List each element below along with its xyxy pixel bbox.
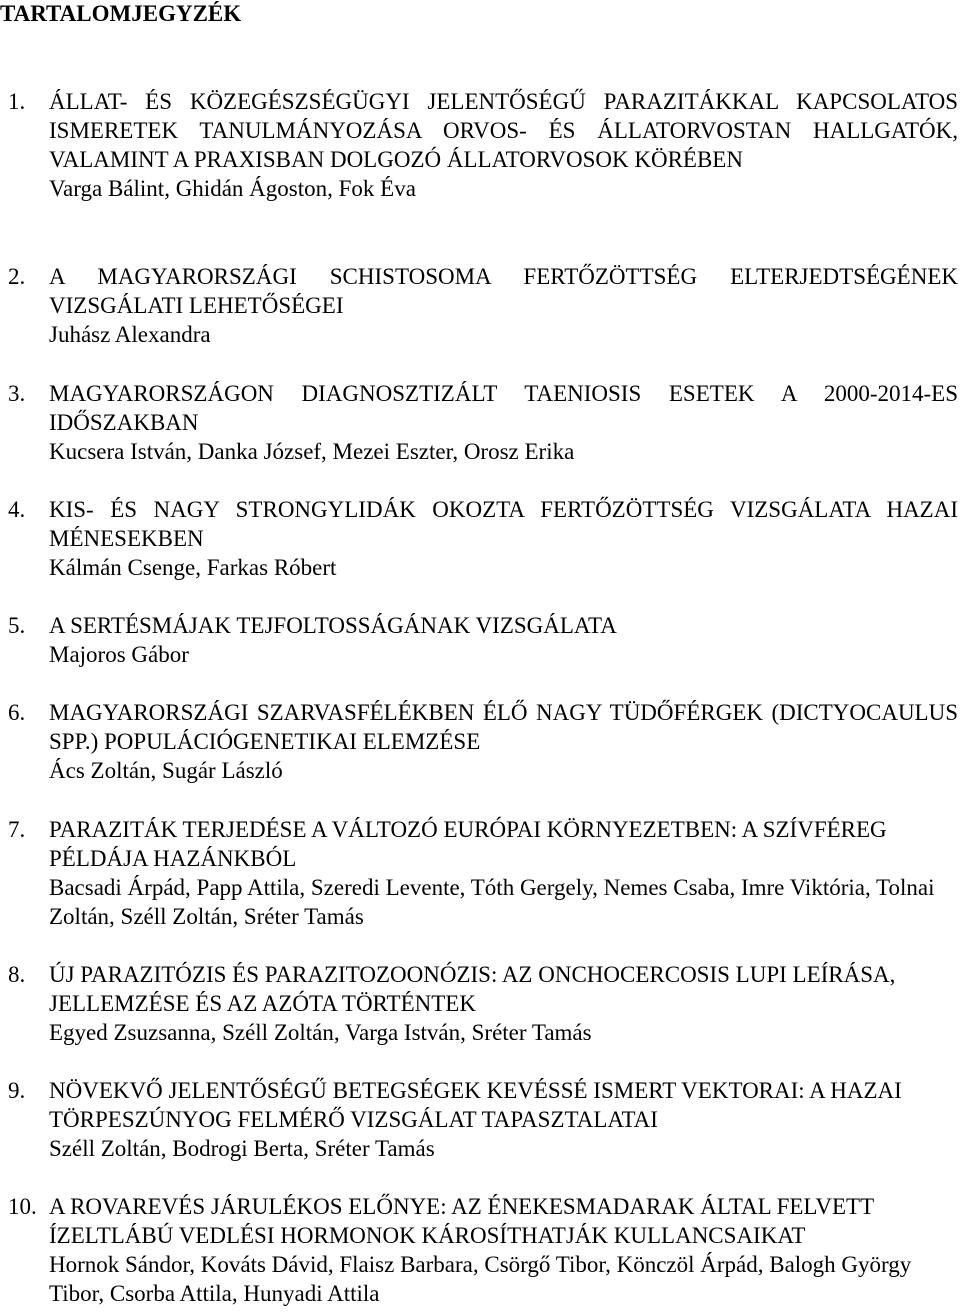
entry-authors: Majoros Gábor xyxy=(49,642,189,667)
page-title: TARTALOMJEGYZÉK xyxy=(0,1,242,26)
entry-title: A ROVAREVÉS JÁRULÉKOS ELŐNYE: AZ ÉNEKESMADARAK ÁLTAL FELVETT ÍZELTLÁBÚ VEDLÉSI HORMONOK KÁROSÍTHATJÁK KULLANCSAIKAT xyxy=(49,1194,874,1248)
entry-number: 8. xyxy=(8,962,26,987)
entry-title: ÚJ PARAZITÓZIS ÉS PARAZITOZOONÓZIS: AZ ONCHOCERCOSIS LUPI LEÍRÁSA, JELLEMZÉSE ÉS AZ AZÓTA TÖRTÉNTEK xyxy=(49,962,896,1016)
entry-number: 3. xyxy=(8,381,26,406)
entry-title: ÁLLAT- ÉS KÖZEGÉSZSÉGÜGYI JELENTŐSÉGŰ PARAZITÁKKAL KAPCSOLATOS ISMERETEK TANULMÁNYOZÁSA ORVOS- ÉS ÁLLATORVOSTAN HALLGATÓK, VALAMINT A PRAXISBAN DOLGOZÓ ÁLLATORVOSOK KÖRÉBEN xyxy=(49,89,958,172)
toc-entry-5 xyxy=(0,611,958,669)
entry-number: 4. xyxy=(8,497,26,522)
toc-entry-6 xyxy=(0,698,958,785)
entry-number: 7. xyxy=(8,817,26,842)
toc-entry-10 xyxy=(0,1192,958,1308)
entry-title: NÖVEKVŐ JELENTŐSÉGŰ BETEGSÉGEK KEVÉSSÉ ISMERT VEKTORAI: A HAZAI TÖRPESZÚNYOG FELMÉRŐ VIZSGÁLAT TAPASZTALATAI xyxy=(49,1078,902,1132)
toc-entry-4 xyxy=(0,495,958,582)
entry-title: A SERTÉSMÁJAK TEJFOLTOSSÁGÁNAK VIZSGÁLATA xyxy=(49,613,617,638)
entry-authors: Ács Zoltán, Sugár László xyxy=(49,758,283,783)
entry-authors: Bacsadi Árpád, Papp Attila, Szeredi Levente, Tóth Gergely, Nemes Csaba, Imre Viktória, Tolnai Zoltán, Széll Zoltán, Sréter Tamás xyxy=(49,875,935,929)
entry-number: 1. xyxy=(8,89,26,114)
toc-entry-2 xyxy=(0,262,958,349)
entry-number: 5. xyxy=(8,613,26,638)
toc-entry-7 xyxy=(0,815,958,931)
entry-title: PARAZITÁK TERJEDÉSE A VÁLTOZÓ EURÓPAI KÖRNYEZETBEN: A SZÍVFÉREG PÉLDÁJA HAZÁNKBÓL xyxy=(49,817,887,871)
entry-number: 10. xyxy=(8,1194,37,1219)
entry-title: KIS- ÉS NAGY STRONGYLIDÁK OKOZTA FERTŐZÖTTSÉG VIZSGÁLATA HAZAI MÉNESEKBEN xyxy=(49,497,958,551)
entry-title: MAGYARORSZÁGON DIAGNOSZTIZÁLT TAENIOSIS ESETEK A 2000-2014-ES IDŐSZAKBAN xyxy=(49,381,958,435)
toc-entry-9 xyxy=(0,1076,958,1163)
entry-number: 6. xyxy=(8,700,26,725)
toc-entry-3 xyxy=(0,379,958,466)
entry-number: 2. xyxy=(8,264,26,289)
toc-entry-8 xyxy=(0,960,958,1047)
entry-authors: Egyed Zsuzsanna, Széll Zoltán, Varga István, Sréter Tamás xyxy=(49,1020,592,1045)
entry-authors: Széll Zoltán, Bodrogi Berta, Sréter Tamás xyxy=(49,1136,435,1161)
entry-authors: Varga Bálint, Ghidán Ágoston, Fok Éva xyxy=(49,176,416,201)
toc-entry-1 xyxy=(0,87,958,203)
entry-number: 9. xyxy=(8,1078,26,1103)
entry-authors: Hornok Sándor, Kováts Dávid, Flaisz Barbara, Csörgő Tibor, Könczöl Árpád, Balogh György Tibor, Csorba Attila, Hunyadi Attila xyxy=(49,1252,912,1306)
entry-authors: Kálmán Csenge, Farkas Róbert xyxy=(49,555,337,580)
entry-authors: Kucsera István, Danka József, Mezei Eszter, Orosz Erika xyxy=(49,439,575,464)
entry-title: A MAGYARORSZÁGI SCHISTOSOMA FERTŐZÖTTSÉG ELTERJEDTSÉGÉNEK VIZSGÁLATI LEHETŐSÉGEI xyxy=(49,264,958,318)
entry-title: MAGYARORSZÁGI SZARVASFÉLÉKBEN ÉLŐ NAGY TÜDŐFÉRGEK (DICTYOCAULUS SPP.) POPULÁCIÓGENETIKAI ELEMZÉSE xyxy=(49,700,958,754)
entry-authors: Juhász Alexandra xyxy=(49,322,211,347)
